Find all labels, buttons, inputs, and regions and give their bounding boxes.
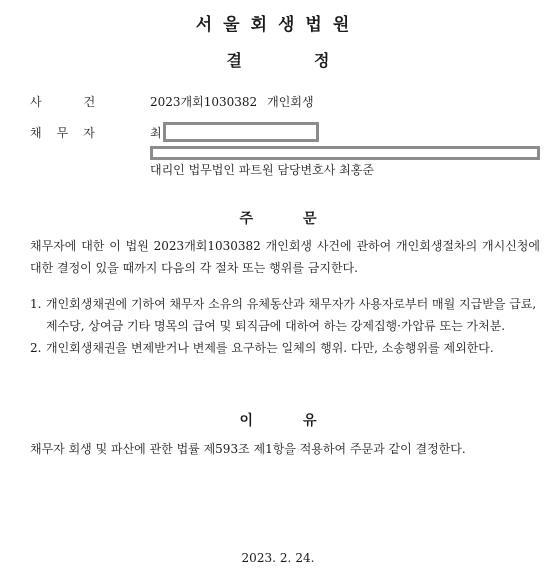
prohibited-actions-list <box>30 293 540 359</box>
list-item <box>30 337 540 359</box>
order-paragraph: 채무자에 대한 이 법원 2023개회1030382 개인회생 사건에 관하여 개인회생절차의 개시신청에 대한 결정이 있을 때까지 다음의 각 절차 또는 행위를 금지한다. <box>30 239 540 275</box>
order-section-title <box>0 208 556 228</box>
case-value <box>150 93 314 110</box>
debtor-label <box>30 124 95 141</box>
document-title-char-2: 정 <box>314 51 330 70</box>
debtor-label-char-3: 자 <box>83 126 95 140</box>
legal-agent: 대리인 법무법인 파트원 담당변호사 최홍준 <box>150 163 374 177</box>
date-month: 2. <box>279 551 292 565</box>
date-year: 2023. <box>241 551 276 565</box>
reason-section-title <box>0 410 556 430</box>
case-label-char-1: 사 <box>30 95 42 109</box>
date-day: 24. <box>295 551 315 565</box>
decision-date <box>0 551 556 565</box>
reason-title-char-1: 이 <box>239 413 253 429</box>
case-number: 2023개회1030382 <box>150 95 258 109</box>
reason-title-char-2: 유 <box>303 413 317 429</box>
list-item <box>30 293 540 337</box>
case-label-char-2: 건 <box>83 95 96 109</box>
list-item-number: 2. <box>30 341 42 355</box>
redaction-box-address <box>150 146 540 160</box>
list-item-text: 개인회생채권을 변제받거나 변제를 요구하는 일체의 행위. 다만, 소송행위를 제외한다. <box>46 341 494 355</box>
list-item-number: 1. <box>30 297 42 311</box>
reason-paragraph: 채무자 회생 및 파산에 관한 법률 제593조 제1항을 적용하여 주문과 같이 결정한다. <box>30 442 466 456</box>
order-title-char-2: 문 <box>303 211 317 227</box>
case-label <box>30 93 95 110</box>
list-item-text: 개인회생채권에 기하여 채무자 소유의 유체동산과 채무자가 사용자로부터 매월 지급받을 급료, 제수당, 상여금 기타 명목의 급여 및 퇴직금에 대하여 하는 강제집행·가압류 또는 가처분. <box>46 297 537 333</box>
debtor-label-char-1: 채 <box>30 126 42 140</box>
redaction-box-name <box>163 122 319 142</box>
debtor-label-char-2: 무 <box>56 126 69 140</box>
order-title-char-1: 주 <box>239 211 253 227</box>
court-name: 서울회생법원 <box>195 15 361 35</box>
document-title <box>0 48 556 71</box>
case-type: 개인회생 <box>267 95 314 109</box>
debtor-name-prefix: 최 <box>150 126 162 140</box>
document-title-char-1: 결 <box>226 51 242 70</box>
